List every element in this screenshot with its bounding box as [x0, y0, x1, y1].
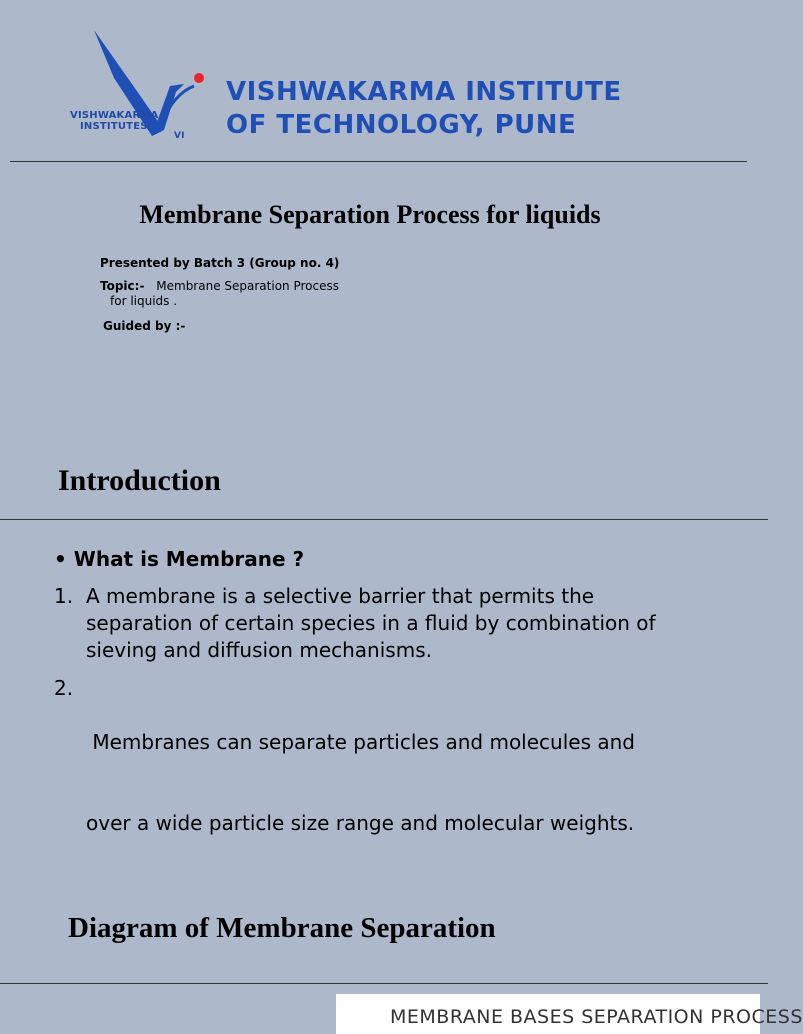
institute-name-line1: VISHWAKARMA INSTITUTE — [226, 77, 622, 107]
topic-line1 — [100, 279, 339, 293]
item-1-line: separation of certain species in a fluid by combination of — [86, 611, 656, 635]
institute-name-line2: OF TECHNOLOGY, PUNE — [226, 110, 577, 140]
guided-by: Guided by :- — [103, 319, 186, 333]
item-1-text — [86, 583, 726, 664]
item-1-number: 1. — [54, 584, 74, 608]
bullet-dot: • — [54, 547, 67, 571]
logo-mark-text: VI — [174, 131, 185, 141]
introduction-heading: Introduction — [58, 464, 221, 497]
item-2-number: 2. — [54, 676, 74, 700]
introduction-divider — [0, 519, 768, 520]
item-1-line: sieving and diffusion mechanisms. — [86, 638, 432, 662]
diagram-heading: Diagram of Membrane Separation — [68, 912, 496, 944]
topic-line2: for liquids . — [110, 294, 178, 308]
presented-by: Presented by Batch 3 (Group no. 4) — [100, 256, 340, 270]
institute-name — [226, 76, 622, 142]
item-2-line: Membranes can separate particles and molecules and — [86, 730, 635, 754]
item-2-line: over a wide particle size range and molecular weights. — [86, 811, 635, 835]
bullet-text: What is Membrane ? — [73, 547, 305, 571]
item-2-text — [86, 675, 726, 864]
bullet-what-is-membrane — [54, 546, 304, 573]
header-divider — [10, 161, 747, 162]
diagram-title: MEMBRANE BASES SEPARATION PROCESS — [390, 1006, 803, 1028]
diagram-divider — [0, 983, 768, 984]
topic-label: Topic:- — [100, 279, 145, 293]
diagram-image — [336, 994, 803, 1034]
topic-value: Membrane Separation Process — [156, 279, 339, 293]
logo-label-line2: INSTITUTES — [80, 121, 148, 132]
presentation-title: Membrane Separation Process for liquids — [139, 200, 601, 229]
logo-label-line1: VISHWAKARMA — [70, 110, 159, 121]
item-1-line: A membrane is a selective barrier that permits the — [86, 584, 595, 608]
